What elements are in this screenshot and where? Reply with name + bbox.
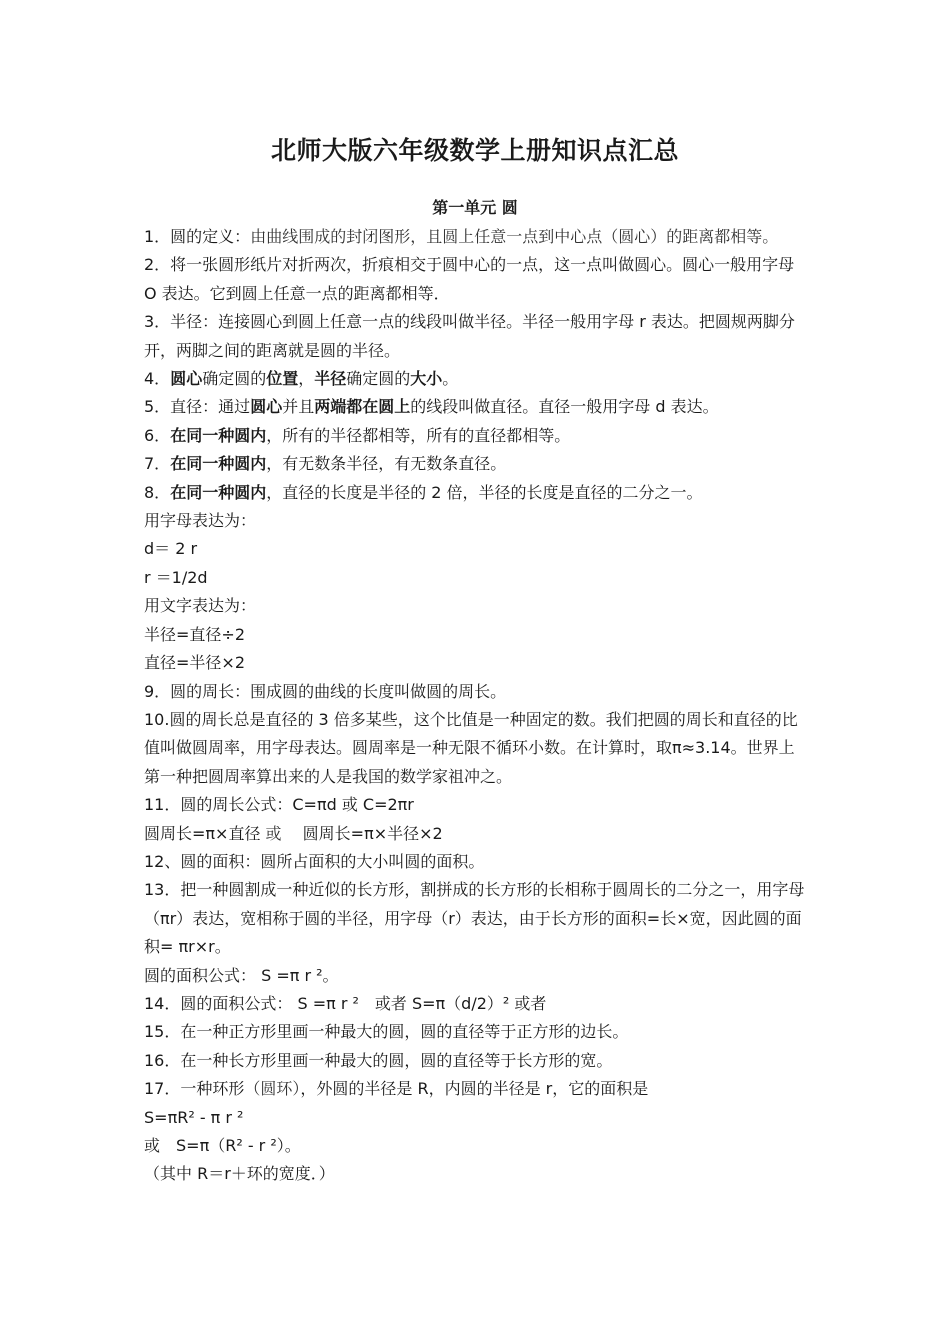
text: 并且 <box>282 397 315 417</box>
text: ，外圆的半径是 R，内圆的半径是 r，它的面积是 <box>300 1079 649 1099</box>
text: 17．一种环形 <box>144 1079 245 1099</box>
annulus-note: （圆环） <box>244 1079 301 1099</box>
text: 圆周长=π×直径 <box>144 823 261 843</box>
paragraph-13: 13．把一种圆割成一种近似的长方形，割拼成的长方形的长相称于圆周长的二分之一，用字母（πr）表达，宽相称于圆的半径，用字母（r）表达，由于长方形的面积=长×宽，因此圆的面积= πr×r。 <box>144 880 805 957</box>
text: ， <box>298 369 315 389</box>
paragraph-6 <box>144 422 810 450</box>
document-body <box>144 223 810 1189</box>
bold-text: 在同一种圆内 <box>170 454 267 474</box>
letters-heading: 用字母表达为： <box>144 511 257 531</box>
annulus-formula-2: 或 S=π（R² - r ²）。 <box>144 1136 301 1155</box>
text: 7． <box>144 454 171 474</box>
text: 4． <box>144 369 171 389</box>
annulus-note-width: （其中 R＝r＋环的宽度．） <box>144 1164 335 1184</box>
paragraph-16: 16．在一种长方形里画一种最大的圆，圆的直径等于长方形的宽。 <box>144 1050 613 1070</box>
area-formula: 圆的面积公式： S =π r ²。 <box>144 965 339 985</box>
text: ，有无数条半径，有无数条直径。 <box>266 454 507 474</box>
paragraph-3: 3．半径：连接圆心到圆上任意一点的线段叫做半径。半径一般用字母 r 表达。把圆规两脚分开，两脚之间的距离就是圆的半径。 <box>144 312 795 360</box>
text: ，所有的半径都相等，所有的直径都相等。 <box>266 425 571 445</box>
paragraph-14: 14．圆的面积公式： S =π r ² 或者 S=π（d/2）² 或者 <box>144 993 547 1013</box>
text: 。 <box>442 369 459 389</box>
text: 圆周长=π×半径×2 <box>302 823 443 843</box>
formula-diameter: d＝ 2 r <box>144 539 198 559</box>
text: ，直径的长度是半径的 2 倍，半径的长度是直径的二分之一。 <box>266 482 703 502</box>
bold-text: 圆心 <box>250 397 283 417</box>
bold-text: 两端都在圆上 <box>314 397 411 417</box>
or-text: 或 <box>265 823 282 843</box>
text: 1．圆的定义： <box>144 227 251 246</box>
paragraph-5 <box>144 393 810 421</box>
text: 确定圆的 <box>202 369 267 389</box>
paragraph-2: 2．将一张圆形纸片对折两次，折痕相交于圆中心的一点，这一点叫做圆心。圆心一般用字母 O 表达。它到圆上任意一点的距离都相等． <box>144 255 795 303</box>
paragraph-10: 10.圆的周长总是直径的 3 倍多某些，这个比值是一种固定的数。我们把圆的周长和直径的比值叫做圆周率，用字母表达。圆周率是一种无限不循环小数。在计算时，取π≈3.14。世界上第一种把圆周率算出来的人是我国的数学家祖冲之。 <box>144 709 798 786</box>
paragraph-11: 11．圆的周长公式：C=πd 或 C=2πr <box>144 795 414 815</box>
formula-radius: r ＝1/2d <box>144 567 208 587</box>
words-diameter: 直径=半径×2 <box>144 653 245 673</box>
annulus-formula-1: S=πR² - π r ² <box>144 1107 244 1127</box>
bold-text: 在同一种圆内 <box>170 482 267 502</box>
paragraph-7 <box>144 450 810 478</box>
paragraph-4 <box>144 365 810 393</box>
paragraph-8 <box>144 479 810 507</box>
text: 5．直径：通过 <box>144 397 251 417</box>
paragraph-17 <box>144 1075 810 1103</box>
text: 的线段叫做直径。直径一般用字母 d 表达。 <box>410 397 719 417</box>
text: 6． <box>144 425 171 445</box>
document-title: 北师大版六年级数学上册知识点汇总 <box>270 136 679 165</box>
bold-text: 在同一种圆内 <box>170 425 267 445</box>
definition-text: 由曲线围成的封闭图形，且圆上任意一点到中心点（圆心）的距离都相等。 <box>250 227 779 246</box>
unit-heading: 第一单元 圆 <box>432 198 518 217</box>
bold-text: 位置 <box>266 369 299 389</box>
paragraph-15: 15．在一种正方形里画一种最大的圆，圆的直径等于正方形的边长。 <box>144 1022 629 1042</box>
bold-text: 圆心 <box>170 369 203 389</box>
text: 8． <box>144 482 171 502</box>
bold-text: 大小 <box>410 369 443 389</box>
paragraph-12: 12、圆的面积：圆所占面积的大小叫圆的面积。 <box>144 851 485 871</box>
bold-text: 半径 <box>314 369 347 389</box>
words-heading: 用文字表达为： <box>144 596 257 616</box>
circumference-words <box>144 820 810 848</box>
words-radius: 半径=直径÷2 <box>144 624 245 644</box>
text: 确定圆的 <box>346 369 411 389</box>
paragraph-9: 9．圆的周长：围成圆的曲线的长度叫做圆的周长。 <box>144 681 507 701</box>
paragraph-1 <box>144 223 810 251</box>
